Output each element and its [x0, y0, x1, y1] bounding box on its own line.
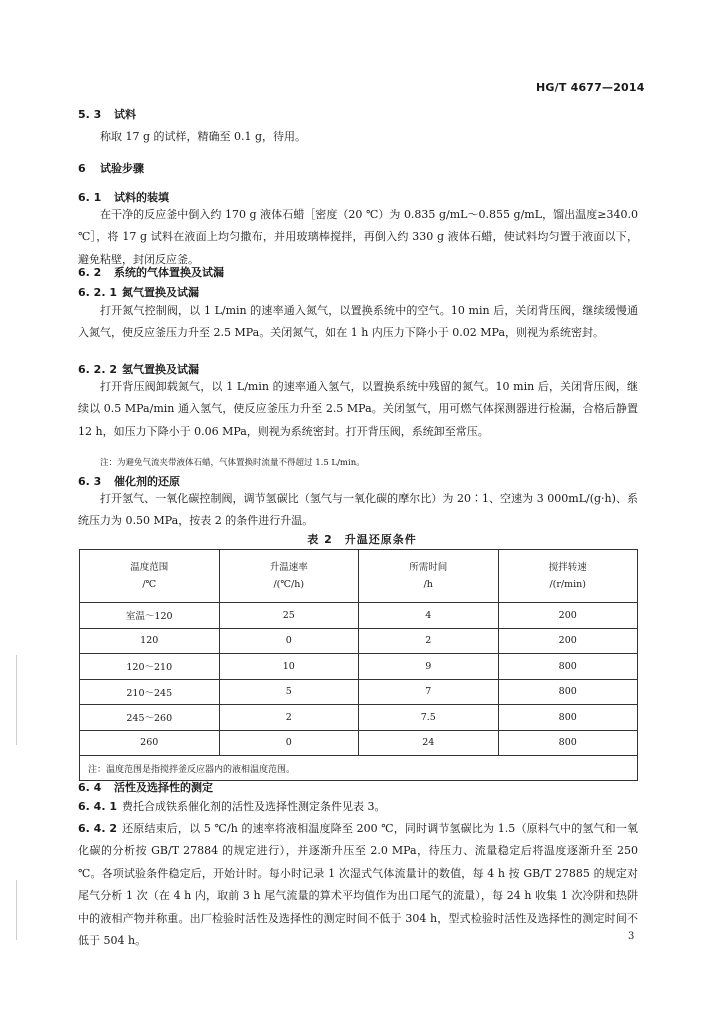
- header-standard-code: HG/T 4677—2014: [536, 81, 645, 94]
- table-cell: 200: [498, 603, 638, 629]
- section-6-3-heading: [78, 473, 180, 489]
- section-title: 试料: [114, 108, 136, 121]
- section-6-4-2-body: 还原结束后，以 5 ℃/h 的速率将液相温度降至 200 ℃，同时调节氢碳比为 1.5（原料气中的氢气和一氧化碳的分析按 GB/T 27884 的规定进行），并逐渐升压至 2.0 MPa，待压力、流量稳定后将温度逐渐升至 250 ℃。各项试验条件稳定后，开始计时。每小时记录 1 次湿式气体流量计的数值，每 4 h 按 GB/T 27885 的规定对尾气分析 1 次（在 4 h 内，取前 3 h 尾气流量的算术平均值作为出口尾气的流量），每 24 h 收集 1 次冷阱和热阱中的液相产物并称重。出厂检验时活性及选择性的测定时间不低于 304 h，型式检验时活性及选择性的测定时间不低于 504 h。: [78, 822, 638, 948]
- section-5-3-body: 称取 17 g 的试样，精确至 0.1 g，待用。: [100, 130, 307, 143]
- section-5-3-heading: [78, 106, 136, 122]
- section-number: 6. 4. 1: [78, 800, 117, 813]
- header-stirring-speed: 搅拌转速 /(r/min): [498, 550, 638, 603]
- table-cell: 800: [498, 654, 638, 680]
- section-6-4-heading: [78, 779, 213, 795]
- heating-reduction-table: [79, 549, 638, 781]
- header-heating-rate: 升温速率 /(℃/h): [219, 550, 359, 603]
- section-title: 催化剂的还原: [114, 475, 180, 488]
- header-required-time: 所需时间 /h: [359, 550, 499, 603]
- table-cell: 7: [359, 679, 499, 705]
- section-6-2-2-note: 注：为避免气流夹带液体石蜡，气体置换时流量不得超过 1.5 L/min。: [100, 458, 365, 468]
- table-row: [80, 705, 638, 731]
- table-cell: 9: [359, 654, 499, 680]
- section-title: 活性及选择性的测定: [114, 781, 213, 794]
- table-cell: 5: [219, 679, 359, 705]
- section-title: 氢气置换及试漏: [122, 363, 199, 376]
- table-note: 注：温度范围是指搅拌釜反应器内的液相温度范围。: [80, 756, 638, 781]
- table-header-row: [80, 550, 638, 603]
- table-cell: 245～260: [80, 705, 220, 731]
- table-cell: 4: [359, 603, 499, 629]
- section-number: 6. 1: [78, 191, 102, 204]
- table-note-row: [80, 756, 638, 781]
- table-cell: 260: [80, 730, 220, 756]
- section-6-4-2: [78, 818, 638, 952]
- section-6-2-1-heading: [78, 284, 199, 300]
- table-row: [80, 654, 638, 680]
- section-number: 6. 2. 1: [78, 286, 117, 299]
- section-number: 6. 4. 2: [78, 822, 117, 835]
- section-title: 试验步骤: [100, 162, 144, 175]
- table-cell: 0: [219, 730, 359, 756]
- table-cell: 120～210: [80, 654, 220, 680]
- table-cell: 25: [219, 603, 359, 629]
- section-6-2-2-body: 打开背压阀卸载氮气，以 1 L/min 的速率通入氢气，以置换系统中残留的氮气。10 min 后，关闭背压阀，继续以 0.5 MPa/min 通入氢气，使反应釜压力升至 2.5 MPa。关闭氢气，用可燃气体探测器进行检漏，合格后静置 12 h，如压力下降小于 0.06 MPa，则视为系统密封。打开背压阀，系统卸至常压。: [78, 380, 638, 438]
- section-6-2-2-heading: [78, 361, 199, 377]
- table-row: [80, 679, 638, 705]
- table-cell: 0: [219, 628, 359, 654]
- table-cell: 10: [219, 654, 359, 680]
- table-cell: 2: [219, 705, 359, 731]
- section-6-4-1: [78, 796, 638, 818]
- table-cell: 800: [498, 730, 638, 756]
- section-6-2-heading: [78, 264, 224, 280]
- section-6-heading: [78, 160, 144, 176]
- table-row: [80, 603, 638, 629]
- section-title: 试料的装填: [114, 191, 169, 204]
- table-cell: 2: [359, 628, 499, 654]
- table-cell: 24: [359, 730, 499, 756]
- section-number: 6. 4: [78, 781, 102, 794]
- section-number: 6. 3: [78, 475, 102, 488]
- section-number: 5. 3: [78, 108, 102, 121]
- section-6-4-1-body: 费托合成铁系催化剂的活性及选择性测定条件见表 3。: [122, 800, 386, 813]
- section-title: 系统的气体置换及试漏: [114, 266, 224, 279]
- section-6-1-heading: [78, 189, 169, 205]
- table-cell: 800: [498, 679, 638, 705]
- section-number: 6: [78, 162, 86, 175]
- section-title: 氮气置换及试漏: [122, 286, 199, 299]
- table-cell: 7.5: [359, 705, 499, 731]
- table-cell: 室温～120: [80, 603, 220, 629]
- page-number: 3: [628, 931, 635, 942]
- table-cell: 200: [498, 628, 638, 654]
- section-6-3-body: 打开氢气、一氧化碳控制阀，调节氢碳比（氢气与一氧化碳的摩尔比）为 20∶1、空速为 3 000mL/(g·h)、系统压力为 0.50 MPa，按表 2 的条件进行升温。: [78, 492, 638, 528]
- section-6-1-body: 在干净的反应釜中倒入约 170 g 液体石蜡［密度（20 ℃）为 0.835 g/mL～0.855 g/mL，馏出温度≥340.0 ℃］，将 17 g 试料在液面上均匀撒布，并用玻璃棒搅拌，再倒入约 330 g 液体石蜡，使试料均匀置于液面以下，避免粘壁，封闭反应釜。: [78, 208, 638, 266]
- section-6-2-1-body: 打开氮气控制阀，以 1 L/min 的速率通入氮气，以置换系统中的空气。10 min 后，关闭背压阀，继续缓慢通入氮气，使反应釜压力升至 2.5 MPa。关闭氮气，如在 1 h 内压力下降小于 0.02 MPa，则视为系统密封。: [78, 304, 638, 340]
- table-cell: 120: [80, 628, 220, 654]
- scan-edge-mark: [16, 655, 17, 745]
- table-cell: 800: [498, 705, 638, 731]
- table-row: [80, 628, 638, 654]
- scan-edge-mark: [16, 880, 17, 940]
- section-number: 6. 2: [78, 266, 102, 279]
- header-temperature-range: 温度范围 /℃: [80, 550, 220, 603]
- table-row: [80, 730, 638, 756]
- table-cell: 210～245: [80, 679, 220, 705]
- table-caption: 表 2 升温还原条件: [307, 533, 417, 546]
- section-number: 6. 2. 2: [78, 363, 117, 376]
